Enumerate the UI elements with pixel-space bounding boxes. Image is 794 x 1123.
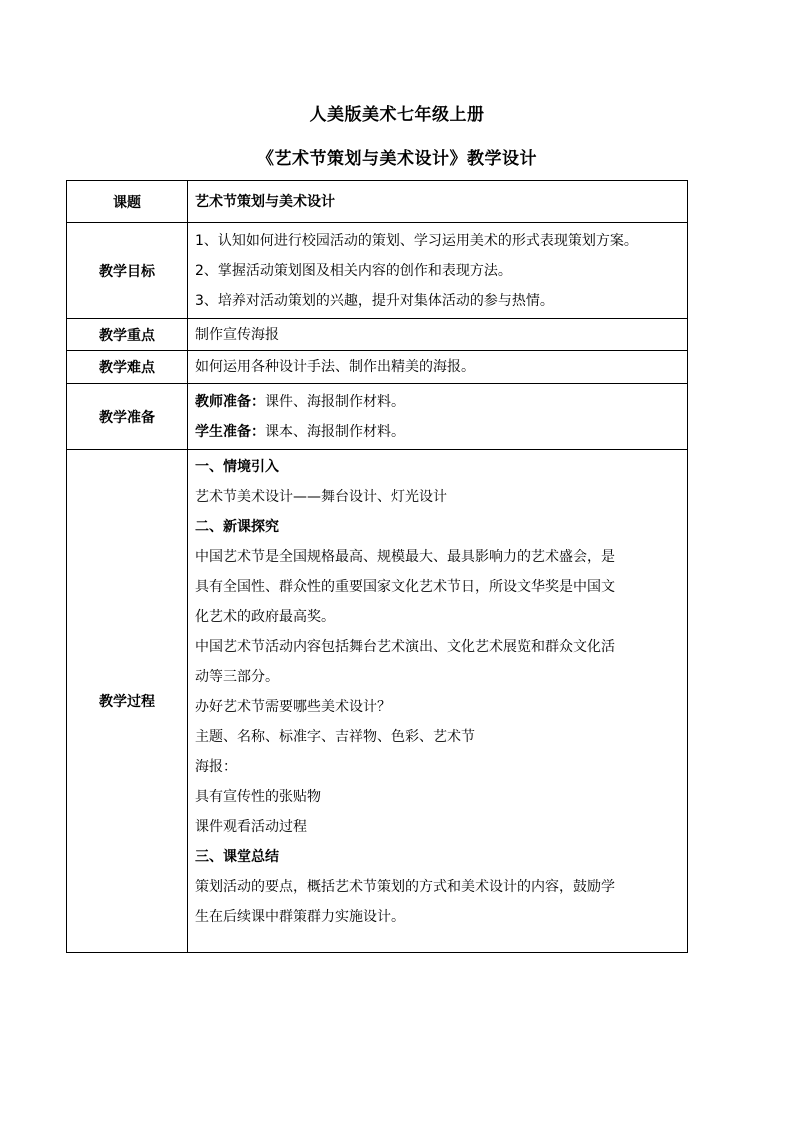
teacher-preparation xyxy=(195,387,687,417)
section-1-text: 艺术节美术设计——舞台设计、灯光设计 xyxy=(195,489,447,505)
key-point-value: 制作宣传海报 xyxy=(188,319,688,351)
key-point-label: 教学重点 xyxy=(67,319,188,351)
objectives-content xyxy=(188,223,688,319)
poster-label: 海报： xyxy=(195,759,237,775)
process-label: 教学过程 xyxy=(67,450,188,953)
table-row-objectives xyxy=(67,223,688,319)
difficulty-value: 如何运用各种设计手法、制作出精美的海报。 xyxy=(188,351,688,384)
summary-line-1: 策划活动的要点，概括艺术节策划的方式和美术设计的内容，鼓励学 xyxy=(195,879,615,895)
objective-item-2: 2、掌握活动策划图及相关内容的创作和表现方法。 xyxy=(195,262,512,279)
summary-line-2: 生在后续课中群策群力实施设计。 xyxy=(195,909,405,925)
paragraph-1-line-1: 中国艺术节是全国规格最高、规模最大、最具影响力的艺术盛会，是 xyxy=(195,549,615,565)
section-1-title: 一、情境引入 xyxy=(195,459,279,475)
student-preparation-label: 学生准备： xyxy=(195,423,265,440)
process-content xyxy=(188,450,688,953)
answer-text: 主题、名称、标准字、吉祥物、色彩、艺术节 xyxy=(195,729,475,745)
paragraph-1-line-2: 具有全国性、群众性的重要国家文化艺术节日，所设文华奖是中国文 xyxy=(195,579,615,595)
document-subtitle: 《艺术节策划与美术设计》教学设计 xyxy=(257,149,537,169)
section-3-title: 三、课堂总结 xyxy=(195,849,279,865)
paragraph-2-line-1: 中国艺术节活动内容包括舞台艺术演出、文化艺术展览和群众文化活 xyxy=(195,639,615,655)
table-row-difficulty xyxy=(67,351,688,384)
topic-label: 课题 xyxy=(67,181,188,223)
objective-item-3: 3、培养对活动策划的兴趣，提升对集体活动的参与热情。 xyxy=(195,292,554,309)
table-row-process xyxy=(67,450,688,953)
table-row-topic xyxy=(67,181,688,223)
student-preparation xyxy=(195,417,687,447)
student-preparation-value: 课本、海报制作材料。 xyxy=(265,423,405,440)
preparation-label: 教学准备 xyxy=(67,384,188,450)
preparation-content xyxy=(188,384,688,450)
difficulty-label: 教学难点 xyxy=(67,351,188,384)
objectives-label: 教学目标 xyxy=(67,223,188,319)
objective-item-1: 1、认知如何进行校园活动的策划、学习运用美术的形式表现策划方案。 xyxy=(195,232,638,249)
paragraph-2-line-2: 动等三部分。 xyxy=(195,669,279,685)
topic-value: 艺术节策划与美术设计 xyxy=(188,181,688,223)
document-title: 人美版美术七年级上册 xyxy=(309,105,485,125)
teacher-preparation-label: 教师准备： xyxy=(195,393,265,410)
lesson-plan-table xyxy=(66,180,688,953)
section-2-title: 二、新课探究 xyxy=(195,519,279,535)
poster-description: 具有宣传性的张贴物 xyxy=(195,789,321,805)
table-row-preparation xyxy=(67,384,688,450)
paragraph-1-line-3: 化艺术的政府最高奖。 xyxy=(195,609,335,625)
question-text: 办好艺术节需要哪些美术设计？ xyxy=(195,699,391,715)
teacher-preparation-value: 课件、海报制作材料。 xyxy=(265,393,405,410)
courseware-text: 课件观看活动过程 xyxy=(195,819,307,835)
table-row-key-point xyxy=(67,319,688,351)
